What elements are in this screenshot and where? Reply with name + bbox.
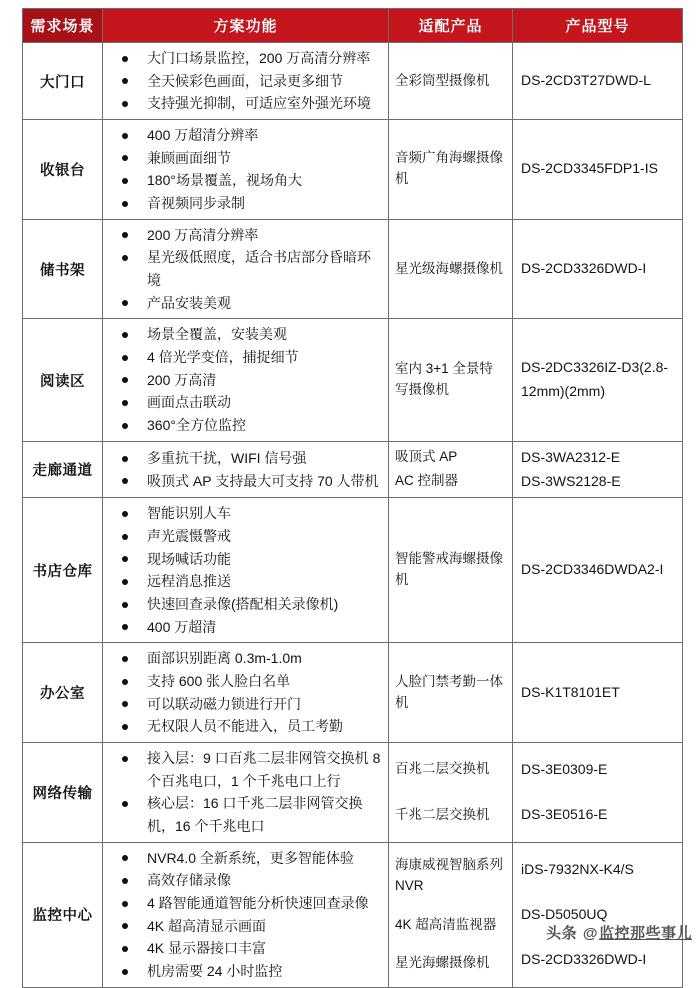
function-bullet-item: 画面点击联动 bbox=[107, 391, 382, 414]
product-cell bbox=[389, 441, 513, 498]
watermark-account: 监控那些事儿 bbox=[598, 925, 692, 942]
model-line: DS-2CD3345FDP1-IS bbox=[521, 160, 658, 177]
product-cell bbox=[389, 498, 513, 643]
function-bullet-item: 核心层：16 口千兆二层非网管交换机，16 个千兆电口 bbox=[107, 792, 382, 837]
function-bullet-item: 360°全方位监控 bbox=[107, 414, 382, 437]
function-cell bbox=[103, 219, 389, 319]
model-line: DS-K1T8101ET bbox=[521, 683, 620, 700]
function-bullet-item: 400 万超清分辨率 bbox=[107, 124, 382, 147]
product-line: 音频广角海螺摄像机 bbox=[395, 150, 503, 187]
model-line-group bbox=[521, 69, 674, 93]
model-cell bbox=[513, 43, 683, 120]
scene-cell: 网络传输 bbox=[23, 743, 103, 843]
model-line: DS-2CD3T27DWD-L bbox=[521, 72, 651, 89]
product-cell bbox=[389, 219, 513, 319]
product-line-group bbox=[395, 446, 506, 494]
function-bullet-item: 4 倍光学变倍，捕捉细节 bbox=[107, 346, 382, 369]
function-bullet-item: 全天候彩色画面，记录更多细节 bbox=[107, 70, 382, 93]
function-bullet-item: 支持强光抑制，可适应室外强光环境 bbox=[107, 92, 382, 115]
function-cell bbox=[103, 743, 389, 843]
scene-cell: 办公室 bbox=[23, 643, 103, 743]
scene-cell: 储书架 bbox=[23, 219, 103, 319]
product-line-group bbox=[395, 672, 506, 714]
product-line: 吸顶式 AP bbox=[395, 449, 458, 465]
function-bullet-item: 面部识别距离 0.3m-1.0m bbox=[107, 647, 382, 670]
model-line: DS-2CD3346DWDA2-I bbox=[521, 561, 664, 578]
product-line: 百兆二层交换机 bbox=[395, 761, 490, 777]
function-bullet-item: 4K 超高清显示画面 bbox=[107, 915, 382, 938]
product-line-group bbox=[395, 259, 506, 280]
model-cell bbox=[513, 120, 683, 220]
function-bullet-item: 无权限人员不能进入，员工考勤 bbox=[107, 715, 382, 738]
product-line: 海康威视智脑系列 NVR bbox=[395, 857, 503, 894]
product-cell bbox=[389, 120, 513, 220]
product-line: 星光海螺摄像机 bbox=[395, 955, 490, 971]
function-bullet-item: 4K 显示器接口丰富 bbox=[107, 937, 382, 960]
model-line-group bbox=[521, 356, 674, 404]
table-header-row bbox=[23, 9, 683, 43]
model-cell bbox=[513, 219, 683, 319]
function-bullet-list bbox=[107, 847, 382, 983]
function-bullet-list bbox=[107, 124, 382, 215]
model-line: DS-2DC3326IZ-D3(2.8-12mm)(2mm) bbox=[521, 359, 669, 400]
function-bullet-item: 产品安装美观 bbox=[107, 292, 382, 315]
function-bullet-list bbox=[107, 647, 382, 738]
function-bullet-list bbox=[107, 323, 382, 436]
function-cell bbox=[103, 498, 389, 643]
function-bullet-item: 吸顶式 AP 支持最大可支持 70 人带机 bbox=[107, 470, 382, 493]
product-line-group bbox=[395, 148, 506, 190]
scene-cell: 书店仓库 bbox=[23, 498, 103, 643]
watermark-platform: 头条 bbox=[546, 925, 578, 942]
table-row bbox=[23, 498, 683, 643]
function-bullet-item: 4 路智能通道智能分析快速回查录像 bbox=[107, 892, 382, 915]
function-bullet-item: 音视频同步录制 bbox=[107, 192, 382, 215]
function-bullet-item: 现场喊话功能 bbox=[107, 548, 382, 571]
product-line: 室内 3+1 全景特写摄像机 bbox=[395, 361, 493, 398]
model-line: iDS-7932NX-K4/S bbox=[521, 860, 634, 877]
model-cell bbox=[513, 842, 683, 987]
table-row bbox=[23, 441, 683, 498]
function-bullet-item: 远程消息推送 bbox=[107, 570, 382, 593]
model-line-group bbox=[521, 446, 674, 494]
model-line-group bbox=[521, 257, 674, 281]
function-bullet-item: 星光级低照度，适合书店部分昏暗环境 bbox=[107, 246, 382, 291]
function-bullet-item: 智能识别人车 bbox=[107, 502, 382, 525]
model-cell bbox=[513, 441, 683, 498]
product-line: 星光级海螺摄像机 bbox=[395, 260, 503, 276]
scene-cell: 大门口 bbox=[23, 43, 103, 120]
function-bullet-item: 200 万高清分辨率 bbox=[107, 224, 382, 247]
function-bullet-item: 180°场景覆盖，视场角大 bbox=[107, 169, 382, 192]
function-bullet-item: 200 万高清 bbox=[107, 369, 382, 392]
function-bullet-item: 接入层：9 口百兆二层非网管交换机 8 个百兆电口，1 个千兆电口上行 bbox=[107, 747, 382, 792]
function-bullet-item: 场景全覆盖，安装美观 bbox=[107, 323, 382, 346]
scene-cell: 阅读区 bbox=[23, 319, 103, 441]
model-line: DS-2CD3326DWD-I bbox=[521, 260, 647, 277]
table-row bbox=[23, 43, 683, 120]
scene-cell: 监控中心 bbox=[23, 842, 103, 987]
function-bullet-list bbox=[107, 447, 382, 492]
function-bullet-item: 支持 600 张人脸白名单 bbox=[107, 670, 382, 693]
function-cell bbox=[103, 319, 389, 441]
product-line-group bbox=[395, 747, 506, 838]
table-row bbox=[23, 219, 683, 319]
product-cell bbox=[389, 43, 513, 120]
function-cell bbox=[103, 643, 389, 743]
table-header bbox=[23, 9, 683, 43]
scene-cell: 收银台 bbox=[23, 120, 103, 220]
column-header-function: 方案功能 bbox=[103, 9, 389, 43]
function-bullet-item: NVR4.0 全新系统，更多智能体验 bbox=[107, 847, 382, 870]
model-line-group bbox=[521, 558, 674, 582]
function-cell bbox=[103, 43, 389, 120]
solution-spec-table bbox=[22, 8, 683, 988]
table-row bbox=[23, 319, 683, 441]
function-cell bbox=[103, 120, 389, 220]
model-line-group bbox=[521, 157, 674, 181]
product-line: 千兆二层交换机 bbox=[395, 806, 490, 822]
column-header-model: 产品型号 bbox=[513, 9, 683, 43]
model-line: DS-D5050UQ bbox=[521, 905, 608, 922]
column-header-scene: 需求场景 bbox=[23, 9, 103, 43]
function-bullet-item: 400 万超清 bbox=[107, 616, 382, 639]
product-line: 全彩筒型摄像机 bbox=[395, 72, 490, 88]
model-line-group bbox=[521, 847, 674, 983]
scene-cell: 走廊通道 bbox=[23, 441, 103, 498]
model-line: DS-3WA2312-E bbox=[521, 448, 621, 465]
table-body bbox=[23, 43, 683, 988]
function-bullet-item: 兼顾画面细节 bbox=[107, 147, 382, 170]
function-bullet-item: 可以联动磁力锁进行开门 bbox=[107, 693, 382, 716]
function-bullet-list bbox=[107, 502, 382, 638]
table-row bbox=[23, 643, 683, 743]
product-line-group bbox=[395, 359, 506, 401]
model-line: DS-3E0516-E bbox=[521, 806, 608, 823]
model-line: DS-3E0309-E bbox=[521, 760, 608, 777]
table-row bbox=[23, 842, 683, 987]
product-line: 人脸门禁考勤一体机 bbox=[395, 673, 503, 710]
model-cell bbox=[513, 498, 683, 643]
table-row bbox=[23, 120, 683, 220]
spec-table-container bbox=[22, 8, 682, 980]
product-line-group bbox=[395, 71, 506, 92]
product-cell bbox=[389, 743, 513, 843]
table-row bbox=[23, 743, 683, 843]
function-bullet-item: 机房需要 24 小时监控 bbox=[107, 960, 382, 983]
model-line: DS-2CD3326DWD-I bbox=[521, 951, 647, 968]
column-header-product: 适配产品 bbox=[389, 9, 513, 43]
model-line-group bbox=[521, 747, 674, 838]
product-line: 4K 超高清监视器 bbox=[395, 916, 497, 932]
function-bullet-item: 声光震慑警戒 bbox=[107, 525, 382, 548]
product-cell bbox=[389, 319, 513, 441]
product-cell bbox=[389, 643, 513, 743]
product-line-group bbox=[395, 549, 506, 591]
product-line-group bbox=[395, 847, 506, 983]
model-line: DS-3WS2128-E bbox=[521, 472, 621, 489]
function-bullet-item: 高效存储录像 bbox=[107, 869, 382, 892]
function-bullet-item: 快速回查录像(搭配相关录像机) bbox=[107, 593, 382, 616]
function-cell bbox=[103, 842, 389, 987]
model-cell bbox=[513, 743, 683, 843]
model-cell bbox=[513, 319, 683, 441]
model-line-group bbox=[521, 681, 674, 705]
function-cell bbox=[103, 441, 389, 498]
product-cell bbox=[389, 842, 513, 987]
product-line: AC 控制器 bbox=[395, 472, 459, 488]
function-bullet-list bbox=[107, 224, 382, 315]
function-bullet-list bbox=[107, 47, 382, 115]
watermark-at-symbol: @ bbox=[582, 925, 598, 942]
function-bullet-list bbox=[107, 747, 382, 838]
function-bullet-item: 大门口场景监控，200 万高清分辨率 bbox=[107, 47, 382, 70]
model-cell bbox=[513, 643, 683, 743]
function-bullet-item: 多重抗干扰，WIFI 信号强 bbox=[107, 447, 382, 470]
product-line: 智能警戒海螺摄像机 bbox=[395, 551, 503, 588]
